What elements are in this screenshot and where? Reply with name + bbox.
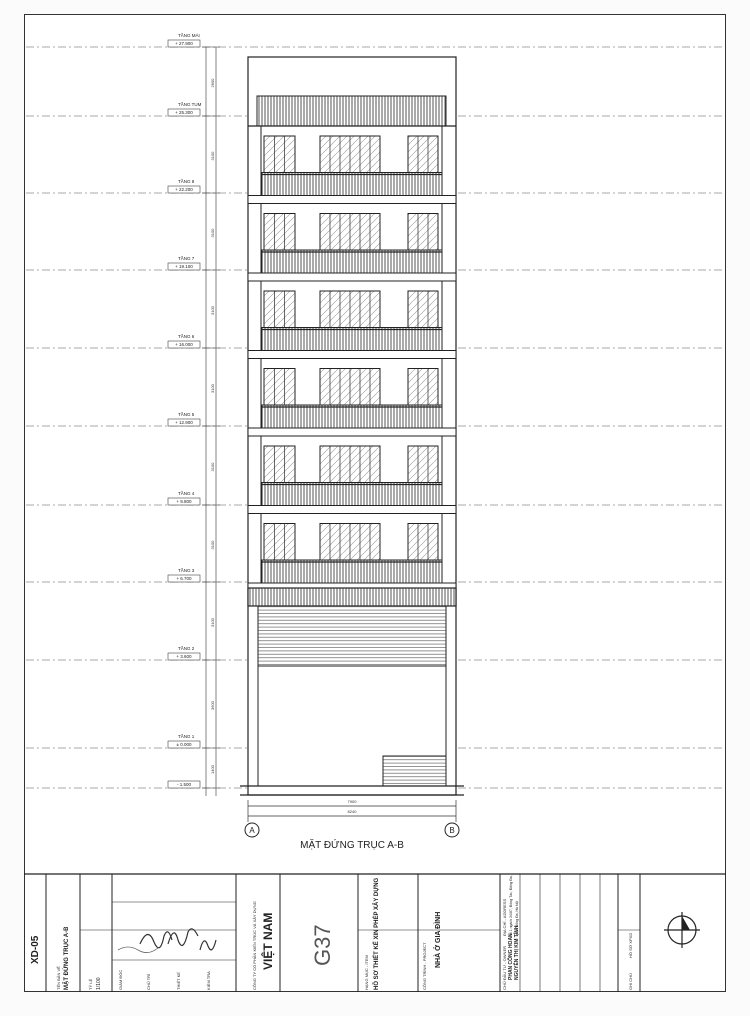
window <box>408 136 438 176</box>
level-elevation: + 19.100 <box>175 264 193 269</box>
level-elevation: + 16.000 <box>175 342 193 347</box>
project-subject-label: HẠNG MỤC - ITEM <box>364 955 369 990</box>
floor-beam <box>248 428 456 436</box>
level-name: TẦNG 3 <box>178 568 195 573</box>
vertical-dimensions <box>202 47 220 796</box>
level-name: TẦNG 2 <box>178 646 195 651</box>
level-name: TẦNG 6 <box>178 334 195 339</box>
storey-height: 3100 <box>210 151 215 161</box>
project-name: NHÀ Ở GIA ĐÌNH <box>435 911 442 968</box>
staff-row-2: CHỦ TRÌ <box>146 973 151 990</box>
level-elevation: + 22.200 <box>175 187 193 192</box>
storey-height: 3100 <box>210 384 215 393</box>
revision-value: HỒ SƠ XPXD <box>628 932 633 958</box>
level-elevation: + 25.300 <box>175 110 193 115</box>
owner-label: CHỦ ĐẦU TƯ - OWNER <box>502 945 507 990</box>
level-name: TẦNG 8 <box>178 179 195 184</box>
address-line-2: quận Đống Đa, Hà Nội <box>515 900 519 936</box>
axis-a-label: A <box>249 826 255 835</box>
scale-value: 1/100 <box>96 977 102 990</box>
window <box>264 291 295 331</box>
floor-beam <box>248 506 456 514</box>
balcony-railing <box>262 560 442 583</box>
level-name: TẦNG 5 <box>178 412 195 417</box>
dim-outer-width: 8240 <box>347 809 357 814</box>
sheet-label: TÊN BẢN VẼ <box>56 966 61 990</box>
title-block-text <box>30 875 633 990</box>
owner-name-2: NGUYỄN THỊ KIM TÍNH <box>514 925 520 980</box>
level-elevation: + 9.800 <box>176 499 192 504</box>
storey-height: 3100 <box>210 306 215 315</box>
balcony-railing <box>262 405 442 428</box>
parapet-railing <box>257 96 446 126</box>
level-elevation: + 6.700 <box>176 576 192 581</box>
level-elevation: + 3.600 <box>176 654 192 659</box>
plinth-height: 1400 <box>210 765 215 774</box>
address-label: ĐỊA CHỈ - ADDRESS <box>502 898 507 936</box>
scale-label: TỶ LỆ <box>88 978 93 990</box>
floor-beam <box>248 351 456 359</box>
level-name: TẦNG 4 <box>178 491 195 496</box>
balcony-railing <box>262 173 442 196</box>
owner-name-1: PHAN CÔNG HOAN <box>508 933 514 980</box>
level-elevation: ± 0.000 <box>176 742 192 747</box>
balcony-railing <box>262 250 442 273</box>
storey-height: 2600 <box>210 78 215 88</box>
company-name: VIỆT NAM <box>261 912 275 970</box>
level-name: TẦNG 1 <box>178 734 195 739</box>
level-name: TẦNG MÁI <box>178 33 200 38</box>
window <box>408 369 438 409</box>
staff-row-3: THIẾT KẾ <box>176 972 181 990</box>
storey-height: 3100 <box>210 618 215 627</box>
building-facade <box>240 57 464 795</box>
horizontal-dimensions <box>245 799 459 851</box>
window <box>408 524 438 564</box>
window <box>264 136 295 176</box>
sheet-name: MẶT ĐỨNG TRỤC A-B <box>64 926 70 990</box>
window <box>264 524 295 564</box>
signature-3 <box>200 940 216 950</box>
window <box>264 369 295 409</box>
window <box>264 214 295 254</box>
sheet-code: XD-05 <box>30 935 41 964</box>
staff-row-4: KIỂM TRA <box>206 971 211 990</box>
storey-height: 3100 <box>210 228 215 238</box>
window <box>264 446 295 486</box>
axis-b-label: B <box>449 826 455 835</box>
storey-height: 3100 <box>210 462 215 472</box>
company-logo: G37 <box>310 924 335 966</box>
level-elevation: - 1.500 <box>176 782 192 787</box>
canopy <box>248 588 456 606</box>
level-elevation: + 27.900 <box>175 41 193 46</box>
floor-beam <box>248 273 456 281</box>
level-elevation: + 12.900 <box>175 420 193 425</box>
balcony-railing <box>262 328 442 351</box>
level-name: TẦNG TUM <box>178 102 202 107</box>
staff-row-1: GIÁM ĐỐC <box>118 969 123 990</box>
company-label: CÔNG TY CỔ PHẦN KIẾN TRÚC VÀ XÂY DỰNG <box>252 901 257 990</box>
entrance-steps <box>383 756 446 786</box>
storey-height: 3100 <box>210 540 215 550</box>
signature-4 <box>118 947 158 953</box>
signature-1 <box>140 932 172 948</box>
roller-shutter <box>258 606 446 666</box>
window <box>408 214 438 254</box>
project-subject: HỒ SƠ THIẾT KẾ XIN PHÉP XÂY DỰNG <box>374 877 380 990</box>
address-line-1: số 1 ngách 24/87, Đông Tác, Đống Đa, <box>509 875 513 936</box>
project-label: CÔNG TRÌNH - PROJECT <box>422 942 427 990</box>
level-name: TẦNG 7 <box>178 256 195 261</box>
window <box>408 446 438 486</box>
balcony-railing <box>262 483 442 506</box>
storey-height: 3600 <box>210 701 215 710</box>
drawing-title: MẶT ĐỨNG TRỤC A-B <box>300 840 404 851</box>
floor-beam <box>248 196 456 204</box>
dim-inner-width: 7900 <box>347 799 357 804</box>
revision-label: GHI CHÚ <box>628 973 633 990</box>
signature-2 <box>168 929 198 946</box>
window <box>408 291 438 331</box>
